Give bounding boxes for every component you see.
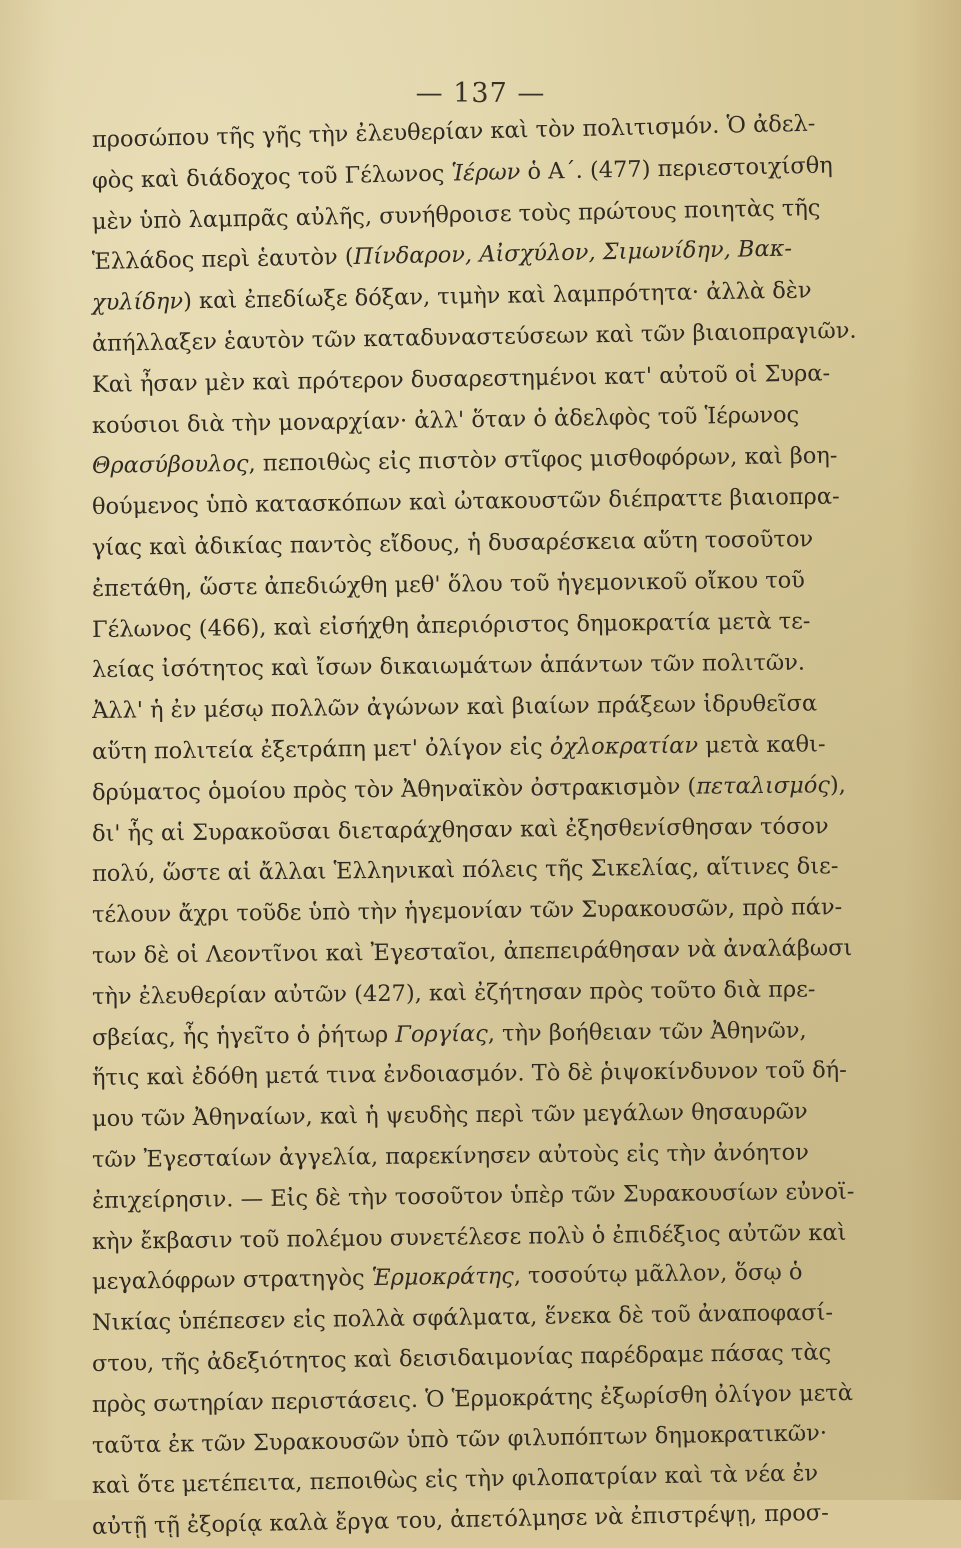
text-segment: μου τῶν Ἀθηναίων, καὶ ἡ ψευδὴς περὶ τῶν μεγάλων θησαυρῶν	[91, 1098, 808, 1133]
text-line	[91, 1092, 808, 1140]
italic-name: Ἱέρων	[451, 158, 521, 187]
text-segment: πρὸς σωτηρίαν περιστάσεις. Ὁ Ἑρμοκράτης ἐξωρίσθη ὀλίγον μετὰ	[91, 1379, 854, 1418]
text-line	[91, 684, 818, 732]
text-line	[91, 888, 843, 936]
italic-name: Θρασύβουλος	[91, 451, 249, 480]
text-segment: ἐπιχείρησιν. — Εἰς δὲ τὴν τοσοῦτον ὑπὲρ τῶν Συρακουσίων εὐνοϊ-	[91, 1178, 855, 1214]
text-segment: τὴν ἐλευθερίαν αὐτῶν (427), καὶ ἐζήτησαν πρὸς τοῦτο διὰ πρε-	[91, 976, 816, 1010]
text-segment: προσώπου τῆς γῆς τὴν ἐλευθερίαν καὶ τὸν πολιτισμόν. Ὁ ἀδελ-	[91, 110, 816, 153]
text-segment: Ἑλλάδος περὶ ἑαυτὸν (	[91, 244, 354, 276]
italic-name: χυλίδην	[91, 288, 184, 317]
text-segment: Ἀλλ' ἡ ἐν μέσῳ πολλῶν ἀγώνων καὶ βιαίων πράξεων ἱδρυθεῖσα	[91, 690, 818, 725]
text-segment: Καὶ ἦσαν μὲν καὶ πρότερον δυσαρεστημένοι κατ' αὐτοῦ οἱ Συρα-	[91, 360, 831, 398]
text-segment: μεγαλόφρων στρατηγὸς	[91, 1265, 372, 1296]
text-segment: , τοσούτῳ μᾶλλον, ὅσῳ ὁ	[513, 1259, 803, 1290]
italic-name: Πίνδαρον, Αἰσχύλον, Σιμωνίδην, Βακ-	[353, 235, 793, 271]
text-segment: ),	[829, 771, 847, 799]
text-segment: γίας καὶ ἀδικίας παντὸς εἴδους, ἡ δυσαρέσκεια αὕτη τοσοῦτον	[91, 526, 814, 561]
text-segment: τέλουν ἄχρι τοῦδε ὑπὸ τὴν ἡγεμονίαν τῶν Συρακουσῶν, πρὸ πάν-	[91, 894, 843, 929]
page-number: — 137 —	[415, 78, 546, 109]
text-segment: δρύματος ὁμοίου πρὸς τὸν Ἀθηναϊκὸν ὀστρακισμὸν (	[91, 773, 697, 806]
text-segment: ) καὶ ἐπεδίωξε δόξαν, τιμὴν καὶ λαμπρότητα· ἀλλὰ δὲν	[182, 277, 812, 315]
text-segment: ἐπετάθη, ὥστε ἀπεδιώχθη μεθ' ὅλου τοῦ ἡγεμονικοῦ οἴκου τοῦ	[91, 567, 806, 602]
text-segment: ταῦτα ἐκ τῶν Συρακουσῶν ὑπὸ τῶν φιλυπόπτων δημοκρατικῶν·	[91, 1419, 828, 1459]
text-segment: λείας ἰσότητος καὶ ἴσων δικαιωμάτων ἁπάντων τῶν πολιτῶν.	[91, 649, 806, 684]
text-segment: φὸς καὶ διάδοχος τοῦ Γέλωνος	[91, 160, 452, 194]
italic-name: πεταλισμός	[696, 772, 831, 800]
text-segment: αὕτη πολιτεία ἐξετράπη μετ' ὀλίγον εἰς	[91, 734, 550, 765]
text-segment: μὲν ὑπὸ λαμπρᾶς αὐλῆς, συνήθροισε τοὺς πρώτους ποιητὰς τῆς	[91, 194, 821, 235]
text-segment: στου, τῆς ἀδεξιότητος καὶ δεισιδαιμονίας παρέδραμε πάσας τὰς	[91, 1339, 832, 1377]
text-segment: τῶν Ἐγεσταίων ἀγγελία, παρεκίνησεν αὐτοὺς εἰς τὴν ἀνόητον	[91, 1139, 809, 1173]
italic-name: ὀχλοκρατίαν	[549, 732, 699, 761]
text-segment: των δὲ οἱ Λεοντῖνοι καὶ Ἐγεσταῖοι, ἀπεπειράθησαν νὰ ἀναλάβωσι	[91, 934, 853, 969]
text-segment: ἀπήλλαξεν ἑαυτὸν τῶν καταδυναστεύσεων καὶ τῶν βιαιοπραγιῶν.	[91, 317, 857, 357]
body-text	[91, 110, 857, 1548]
text-segment: ὁ Α΄. (477) περιεστοιχίσθη	[520, 152, 834, 185]
text-segment: καὶ ὅτε μετέπειτα, πεποιθὼς εἰς τὴν φιλοπατρίαν καὶ τὰ νέα ἐν	[91, 1460, 819, 1500]
text-segment: αὐτῇ τῇ ἐξορίᾳ καλὰ ἔργα του, ἀπετόλμησε νὰ ἐπιστρέψῃ, προσ-	[91, 1499, 829, 1541]
text-segment: πολύ, ὥστε αἱ ἄλλαι Ἑλληνικαὶ πόλεις τῆς Σικελίας, αἵτινες διε-	[91, 853, 839, 888]
text-line	[91, 765, 847, 813]
text-segment: , τὴν βοήθειαν τῶν Ἀθηνῶν,	[487, 1017, 807, 1047]
text-segment: , πεποιθὼς εἰς πιστὸν στῖφος μισθοφόρων, καὶ βοη-	[248, 442, 838, 478]
italic-name: Γοργίας	[395, 1020, 488, 1048]
text-segment: Γέλωνος (466), καὶ εἰσήχθη ἀπεριόριστος δημοκρατία μετὰ τε-	[91, 607, 811, 643]
text-segment: κούσιοι διὰ τὴν μοναρχίαν· ἀλλ' ὅταν ὁ ἀδελφὸς τοῦ Ἱέρωνος	[91, 401, 800, 439]
text-line	[91, 929, 853, 977]
text-segment: δι' ἧς αἱ Συρακοῦσαι διεταράχθησαν καὶ ἐξησθενίσθησαν τόσον	[91, 812, 829, 847]
text-segment: σβείας, ἧς ἡγεῖτο ὁ ῥήτωρ	[91, 1021, 396, 1051]
text-segment: κὴν ἔκβασιν τοῦ πολέμου συνετέλεσε πολὺ ὁ ἐπιδέξιος αὐτῶν καὶ	[91, 1219, 847, 1255]
text-line	[91, 969, 816, 1017]
text-line	[91, 725, 826, 773]
text-segment: Νικίας ὑπέπεσεν εἰς πολλὰ σφάλματα, ἕνεκα δὲ τοῦ ἀναποφασί-	[91, 1299, 834, 1337]
text-segment: μετὰ καθι-	[697, 731, 826, 759]
text-segment: ἥτις καὶ ἐδόθη μετά τινα ἐνδοιασμόν. Τὸ δὲ ῥιψοκίνδυνον τοῦ δή-	[91, 1057, 847, 1092]
text-segment: θούμενος ὑπὸ κατασκόπων καὶ ὠτακουστῶν διέπραττε βιαιοπρα-	[91, 483, 840, 521]
italic-name: Ἑρμοκράτης	[371, 1263, 514, 1292]
